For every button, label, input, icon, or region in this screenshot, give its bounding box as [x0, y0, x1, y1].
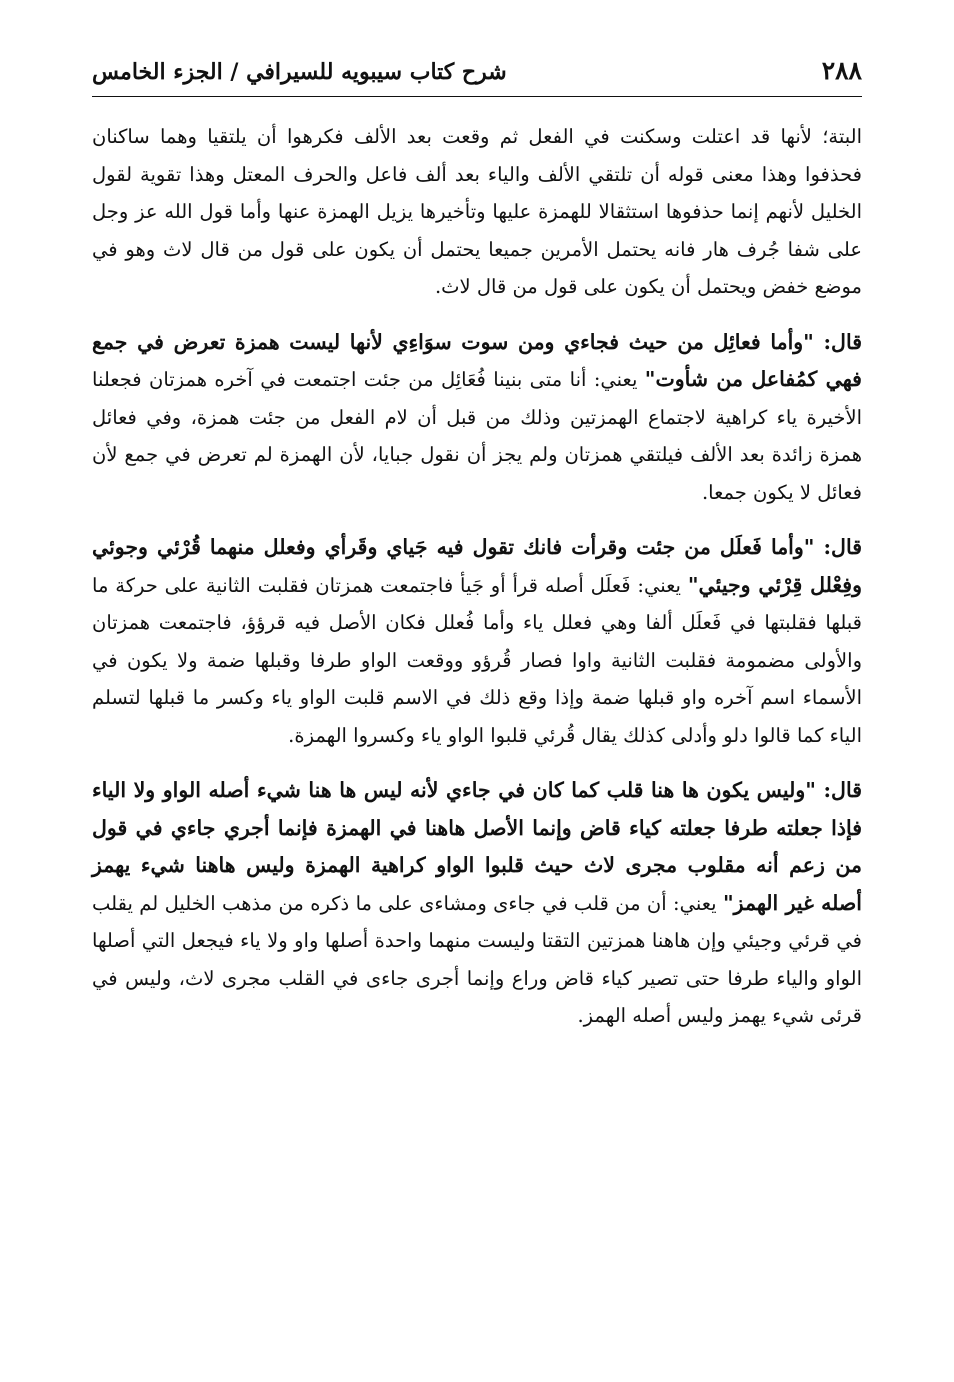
paragraph-2-text: يعني: أنا متى بنينا فُعَائِل من جئت اجتمعت في آخره همزتان فجعلنا الأخيرة ياء كراهية لاجتماع الهمزتين وذلك من قبل أن لام الفعل من جئت همزة، وفي فعائل همزة زائدة بعد الألف فيلتقي همزتان ولم يجز أن نقول جبايا، لأن الهمزة لم تعرض في جمع لأن فعائل لا يكون جمعا.: [92, 368, 862, 504]
paragraph-3-text: يعني: فَعلَل أصله قرأ أو جَيأ فاجتمعت همزتان فقلبت الثانية على حركة ما قبلها فقلبتها في فَعلَل ألفا وهي فعلل ياء وأما فُعلل فكان الأصل فيه قرؤؤ، فاجتمعت همزتان والأولى مضمومة فقلبت الثانية واوا فصار قُرؤو ووقعت الواو طرفا وقبلها ضمة ولا يكون في الأسماء اسم آخره واو قبلها ضمة وإذا وقع ذلك في الاسم قلبت الواو ياء وكسر ما قبلها لتسلم الياء كما قالوا دلو وأدلى كذلك يقال قُرئي قلبوا الواو ياء وكسروا الهمزة.: [92, 573, 862, 747]
page-header: [92, 50, 862, 92]
running-title: شرح كتاب سيبويه للسيرافي / الجزء الخامس: [92, 59, 507, 85]
paragraph-1-text: البتة؛ لأنها قد اعتلت وسكنت في الفعل ثم وقعت بعد الألف فكرهوا أن يلتقيا وهما ساكنان فحذفوا وهذا معنى قوله أن تلتقي الألف والياء بعد ألف فاعل والحرف المعتل وهذا تقوية لقول الخليل لأنهم إنما حذفوها استثقالا للهمزة عليها وتأخيرها يزيل الهمزة عنها وأما قول الله عز وجل على شفا جُرف هار فانه يحتمل الأمرين جميعا يحتمل أن يكون على قول من قال لاث وهو في موضع خفض ويحتمل أن يكون على قول من قال لاث.: [92, 125, 862, 298]
paragraph-2: [92, 324, 862, 512]
header-rule: [92, 96, 862, 97]
body-text: [92, 118, 862, 1035]
paragraph-4-text: يعني: أن من قلب في جاءى ومشاءى على ما ذكره من مذهب الخليل لم يقلب في قرئي وجيئي وإن هاهنا همزتين التقتا وليست منهما واحدة أصلها واو ولا ياء فيجعل التي أصلها الواو والياء طرفا حتى تصير كياء قاض وراع وإنما أجرى جاءى في القلب مجرى لاث، وليس في قرئى شيء يهمز وليس أصله الهمز.: [92, 891, 862, 1027]
paragraph-3-quote: قال: "وأما فَعلَل من جئت وقرأت فانك تقول فيه جَياي وقَرأي وفعلل منهما قُرْئي وجوئي وفِعْلل قِرْئي وجيئي": [92, 535, 862, 597]
page-number: ٢٨٨: [821, 56, 862, 85]
paragraph-3: [92, 529, 862, 754]
paragraph-4: [92, 772, 862, 1035]
paragraph-4-quote: قال: "وليس يكون ها هنا قلب كما كان في جاءي لأنه ليس ها هنا شيء أصله الواو ولا الياء فإذا جعلته طرفا جعلته كياء قاض وإنما الأصل هاهنا في الهمزة فإنما أجري جاءي في قول من زعم أنه مقلوب مجرى لاث حيث قلبوا الواو كراهية الهمزة وليس هاهنا شيء يهمز أصله غير الهمز": [92, 778, 862, 915]
paragraph-2-quote: قال: "وأما فعائِل من حيث فجاءي ومن سوت سوَاءِي لأنها ليست همزة تعرض في جمع فهي كمُفاعل من شأوت": [92, 329, 862, 391]
paragraph-1: [92, 118, 862, 306]
